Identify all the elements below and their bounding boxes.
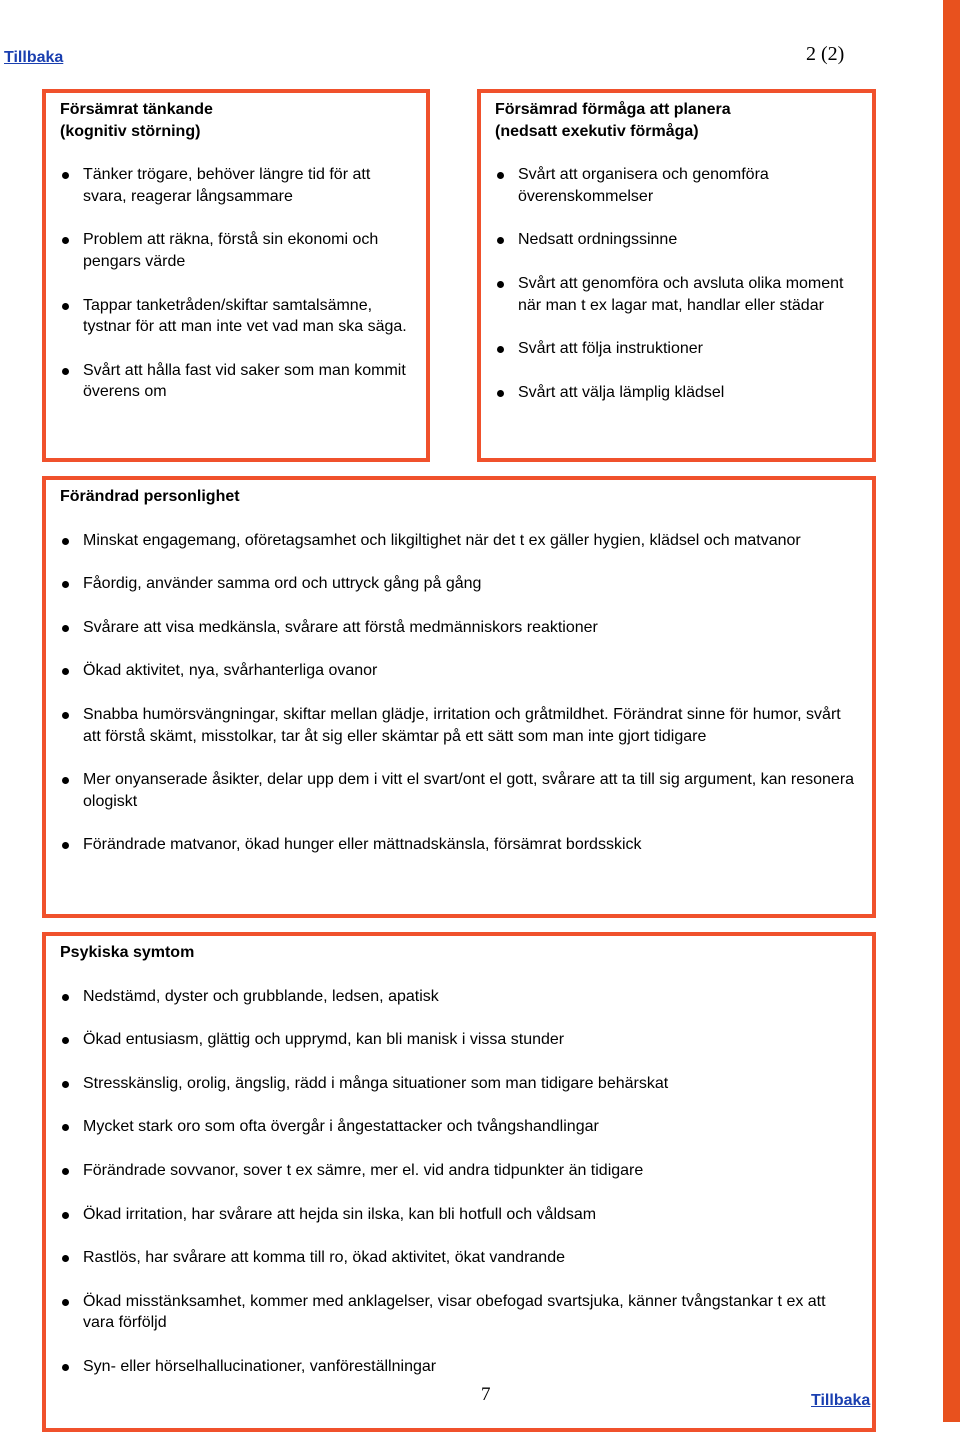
list-item (60, 573, 858, 595)
bullet-icon (497, 390, 504, 397)
list-item (60, 1247, 858, 1269)
list-item (60, 530, 858, 552)
bullet-icon (62, 1212, 69, 1219)
list-item (495, 338, 858, 360)
cognitive-impairment-box (42, 89, 430, 462)
executive-title-line2: (nedsatt exekutiv förmåga) (495, 122, 699, 140)
list-item-text: Svårt att välja lämplig klädsel (518, 383, 725, 401)
list-item-text: Ökad misstänksamhet, kommer med anklagelser, visar obefogad svartsjuka, känner tvångstankar t ex att vara förföljd (83, 1292, 826, 1332)
bullet-icon (62, 625, 69, 632)
bullet-icon (62, 1037, 69, 1044)
personality-change-box (42, 476, 876, 918)
list-item (60, 360, 412, 403)
cognitive-list (60, 164, 412, 403)
list-item-text: Svårare att visa medkänsla, svårare att förstå medmänniskors reaktioner (83, 618, 598, 636)
list-item-text: Mer onyanserade åsikter, delar upp dem i vitt el svart/ont el gott, svårare att ta till sig argument, kan resonera ologiskt (83, 771, 855, 810)
list-item-text: Svårt att organisera och genomföra överenskommelser (518, 166, 769, 205)
list-item (60, 660, 858, 682)
bullet-icon (62, 1299, 69, 1306)
cognitive-title-line2: (kognitiv störning) (60, 122, 201, 140)
psychiatric-title: Psykiska symtom (60, 944, 195, 961)
cognitive-title-line1: Försämrat tänkande (60, 101, 213, 118)
folio-number: 7 (481, 1384, 491, 1405)
bullet-icon (62, 1168, 69, 1175)
cognitive-title (60, 99, 412, 142)
list-item-text: Rastlös, har svårare att komma till ro, ökad aktivitet, ökat vandrande (83, 1249, 565, 1267)
bullet-icon (62, 237, 69, 244)
list-item (60, 704, 858, 747)
list-item-text: Minskat engagemang, oföretagsamhet och likgiltighet när det t ex gäller hygien, klädsel och matvanor (83, 531, 801, 549)
list-item-text: Ökad aktivitet, nya, svårhanterliga ovanor (83, 662, 378, 680)
psychiatric-symptoms-box (42, 932, 876, 1432)
list-item-text: Syn- eller hörselhallucinationer, vanföreställningar (83, 1357, 437, 1375)
bullet-icon (62, 172, 69, 179)
list-item (60, 229, 412, 272)
bullet-icon (62, 712, 69, 719)
list-item (60, 1204, 858, 1226)
list-item-text: Svårt att genomföra och avsluta olika moment när man t ex lagar mat, handlar eller städar (518, 274, 844, 314)
bullet-icon (62, 842, 69, 849)
list-item (60, 1356, 858, 1378)
list-item-text: Fåordig, använder samma ord och uttryck gång på gång (83, 575, 482, 593)
bullet-icon (497, 281, 504, 288)
bullet-icon (62, 1081, 69, 1088)
bullet-icon (497, 237, 504, 244)
psychiatric-list (60, 986, 858, 1378)
bullet-icon (497, 172, 504, 179)
list-item-text: Tappar tanketråden/skiftar samtalsämne, tystnar för att man inte vet vad man ska säga. (83, 296, 407, 336)
back-link-bottom[interactable]: Tillbaka (811, 1392, 871, 1409)
list-item-text: Snabba humörsvängningar, skiftar mellan glädje, irritation och gråtmildhet. Förändrat sinne för humor, svårt att förstå skämt, misstolkar, tar åt sig eller skämtar på ett sätt som man inte gjort tidigare (83, 705, 841, 745)
bullet-icon (62, 1255, 69, 1262)
bullet-icon (62, 538, 69, 545)
bullet-icon (62, 303, 69, 310)
list-item (60, 1029, 858, 1051)
list-item (60, 1116, 858, 1138)
list-item-text: Tänker trögare, behöver längre tid för att svara, reagerar långsammare (83, 166, 371, 205)
list-item (60, 617, 858, 639)
list-item (60, 1073, 858, 1095)
list-item-text: Problem att räkna, förstå sin ekonomi och pengars värde (83, 231, 379, 270)
page-number: 2 (2) (806, 43, 845, 65)
list-item (495, 229, 858, 251)
list-item (60, 1291, 858, 1334)
bullet-icon (497, 346, 504, 353)
bullet-icon (62, 368, 69, 375)
bullet-icon (62, 994, 69, 1001)
list-item-text: Mycket stark oro som ofta övergår i ångestattacker och tvångshandlingar (83, 1118, 599, 1136)
list-item-text: Nedstämd, dyster och grubblande, ledsen, apatisk (83, 987, 439, 1005)
edge-accent-bar (943, 0, 960, 1422)
list-item (60, 295, 412, 338)
bullet-icon (62, 1364, 69, 1371)
list-item (60, 1160, 858, 1182)
list-item-text: Svårt att följa instruktioner (518, 340, 703, 358)
list-item (60, 834, 858, 856)
bullet-icon (62, 668, 69, 675)
list-item-text: Ökad entusiasm, glättig och upprymd, kan bli manisk i vissa stunder (83, 1031, 565, 1049)
list-item (60, 769, 858, 812)
bullet-icon (62, 581, 69, 588)
back-link-top[interactable]: Tillbaka (4, 49, 64, 66)
list-item-text: Ökad irritation, har svårare att hejda sin ilska, kan bli hotfull och våldsam (83, 1205, 597, 1223)
executive-list (495, 164, 858, 403)
list-item (60, 164, 412, 207)
bullet-icon (62, 1124, 69, 1131)
executive-function-box (477, 89, 876, 462)
personality-title: Förändrad personlighet (60, 488, 240, 505)
personality-list (60, 530, 858, 856)
executive-title (495, 99, 858, 142)
list-item-text: Förändrade sovvanor, sover t ex sämre, mer el. vid andra tidpunkter än tidigare (83, 1161, 644, 1179)
list-item-text: Svårt att hålla fast vid saker som man kommit överens om (83, 361, 406, 401)
list-item (495, 273, 858, 316)
bullet-icon (62, 777, 69, 784)
list-item-text: Nedsatt ordningssinne (518, 231, 678, 249)
list-item (495, 382, 858, 404)
executive-title-line1: Försämrad förmåga att planera (495, 101, 731, 118)
list-item-text: Stresskänslig, orolig, ängslig, rädd i många situationer som man tidigare behärskat (83, 1074, 669, 1092)
list-item (495, 164, 858, 207)
list-item (60, 986, 858, 1008)
list-item-text: Förändrade matvanor, ökad hunger eller mättnadskänsla, försämrat bordsskick (83, 836, 642, 854)
